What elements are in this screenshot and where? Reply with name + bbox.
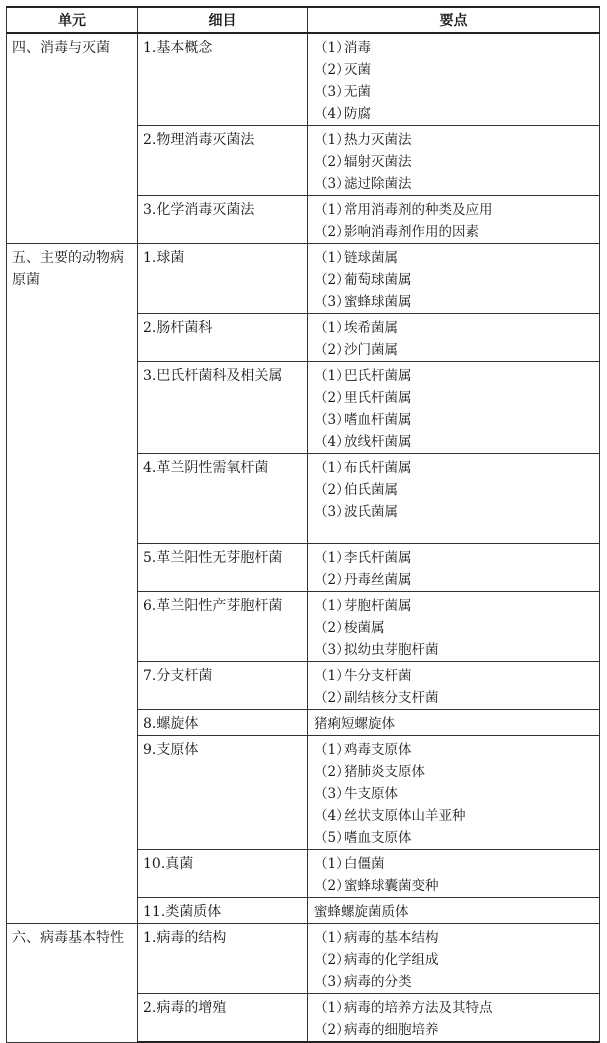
point-number: （2） <box>314 952 350 968</box>
point-text: 埃希菌属 <box>344 320 398 336</box>
point-number: （1） <box>314 460 350 476</box>
point-number: （3） <box>314 294 350 310</box>
point-number: （3） <box>314 84 350 100</box>
point-item <box>314 199 594 221</box>
point-text: 热力灭菌法 <box>344 132 412 148</box>
point-item <box>314 317 594 339</box>
header-subject: 细目 <box>138 7 308 33</box>
points-cell <box>308 924 600 994</box>
subject-cell: 9.支原体 <box>138 736 308 850</box>
point-number: （2） <box>314 482 350 498</box>
point-number: （1） <box>314 320 350 336</box>
point-number: （2） <box>314 272 350 288</box>
point-item <box>314 291 594 313</box>
point-text: 白僵菌 <box>344 856 385 872</box>
point-text: 蜜蜂球菌属 <box>344 294 412 310</box>
point-item <box>314 431 594 453</box>
point-number: （4） <box>314 808 350 824</box>
unit-cell: 四、消毒与灭菌 <box>7 33 138 244</box>
point-text: 病毒的培养方法及其特点 <box>344 1000 493 1016</box>
point-item <box>314 81 594 103</box>
points-cell <box>308 736 600 850</box>
syllabus-table-container <box>6 6 599 1043</box>
point-number: （2） <box>314 690 350 706</box>
point-text: 病毒的基本结构 <box>344 930 439 946</box>
point-text: 巴氏杆菌属 <box>344 368 412 384</box>
point-text: 芽胞杆菌属 <box>344 598 412 614</box>
point-text: 鸡毒支原体 <box>344 742 412 758</box>
subject-cell: 7.分支杆菌 <box>138 662 308 710</box>
point-text: 里氏杆菌属 <box>344 390 412 406</box>
point-text: 病毒的分类 <box>344 974 412 990</box>
point-text: 常用消毒剂的种类及应用 <box>344 202 493 218</box>
point-item <box>314 927 594 949</box>
point-number: （1） <box>314 930 350 946</box>
point-item <box>314 971 594 993</box>
point-item <box>314 151 594 173</box>
point-text: 病毒的化学组成 <box>344 952 439 968</box>
point-number: （1） <box>314 550 350 566</box>
subject-cell: 2.病毒的增殖 <box>138 994 308 1043</box>
point-item <box>314 387 594 409</box>
point-item <box>314 501 594 523</box>
subject-cell: 10.真菌 <box>138 850 308 898</box>
point-item <box>314 805 594 827</box>
point-item <box>314 639 594 661</box>
table-row <box>7 33 600 126</box>
subject-cell: 11.类菌质体 <box>138 898 308 924</box>
subject-cell: 6.革兰阳性产芽胞杆菌 <box>138 592 308 662</box>
point-text: 嗜血杆菌属 <box>344 412 412 428</box>
point-text: 蜜蜂球囊菌变种 <box>344 878 439 894</box>
point-text: 沙门菌属 <box>344 342 398 358</box>
point-text: 伯氏菌属 <box>344 482 398 498</box>
point-item <box>314 783 594 805</box>
points-cell <box>308 314 600 362</box>
point-text: 嗜血支原体 <box>344 830 412 846</box>
point-text: 牛分支杆菌 <box>344 668 412 684</box>
point-text: 防腐 <box>344 106 371 122</box>
point-text: 病毒的细胞培养 <box>344 1022 439 1038</box>
point-number: （3） <box>314 974 350 990</box>
point-number: （2） <box>314 764 350 780</box>
point-text: 滤过除菌法 <box>344 176 412 192</box>
point-number: （1） <box>314 250 350 266</box>
point-number: （2） <box>314 620 350 636</box>
point-text: 无菌 <box>344 84 371 100</box>
point-item <box>314 997 594 1019</box>
point-text: 波氏菌属 <box>344 504 398 520</box>
point-item <box>314 687 594 709</box>
point-number: （2） <box>314 572 350 588</box>
point-number: （1） <box>314 598 350 614</box>
point-text: 梭菌属 <box>344 620 385 636</box>
table-body <box>7 33 600 1042</box>
point-number: （3） <box>314 504 350 520</box>
point-number: （2） <box>314 224 350 240</box>
points-cell <box>308 710 600 736</box>
point-number: （1） <box>314 368 350 384</box>
subject-cell: 3.化学消毒灭菌法 <box>138 196 308 244</box>
point-number: （3） <box>314 176 350 192</box>
point-number: （2） <box>314 62 350 78</box>
header-row <box>7 7 600 33</box>
points-cell <box>308 126 600 196</box>
points-cell <box>308 662 600 710</box>
header-unit: 单元 <box>7 7 138 33</box>
point-number: （2） <box>314 878 350 894</box>
point-item <box>314 949 594 971</box>
point-text: 葡萄球菌属 <box>344 272 412 288</box>
table-row <box>7 924 600 994</box>
point-number: （1） <box>314 132 350 148</box>
point-item <box>314 409 594 431</box>
subject-cell: 1.病毒的结构 <box>138 924 308 994</box>
points-cell <box>308 994 600 1043</box>
point-item <box>314 665 594 687</box>
subject-cell: 5.革兰阳性无芽胞杆菌 <box>138 544 308 592</box>
point-text: 猪痢短螺旋体 <box>314 716 395 732</box>
point-text: 丝状支原体山羊亚种 <box>344 808 466 824</box>
point-text: 丹毒丝菌属 <box>344 572 412 588</box>
point-item <box>314 875 594 897</box>
point-number: （1） <box>314 202 350 218</box>
point-text: 放线杆菌属 <box>344 434 412 450</box>
points-cell <box>308 898 600 924</box>
point-item <box>314 547 594 569</box>
point-number: （2） <box>314 1022 350 1038</box>
point-text: 消毒 <box>344 40 371 56</box>
unit-cell: 六、病毒基本特性 <box>7 924 138 1043</box>
subject-cell: 1.基本概念 <box>138 33 308 126</box>
point-number: （3） <box>314 642 350 658</box>
point-item <box>314 103 594 125</box>
points-cell <box>308 33 600 126</box>
point-item <box>314 617 594 639</box>
point-item <box>314 339 594 361</box>
point-item <box>314 37 594 59</box>
point-text: 布氏杆菌属 <box>344 460 412 476</box>
point-number: （5） <box>314 830 350 846</box>
point-number: （1） <box>314 856 350 872</box>
point-number: （3） <box>314 412 350 428</box>
point-item <box>314 827 594 849</box>
points-cell <box>308 196 600 244</box>
point-text: 牛支原体 <box>344 786 398 802</box>
syllabus-table <box>6 6 600 1043</box>
point-number: （2） <box>314 342 350 358</box>
point-item <box>314 365 594 387</box>
point-item <box>314 713 594 735</box>
unit-cell: 五、主要的动物病原菌 <box>7 244 138 924</box>
point-text: 灭菌 <box>344 62 371 78</box>
points-cell <box>308 454 600 544</box>
point-text: 副结核分支杆菌 <box>344 690 439 706</box>
point-item <box>314 173 594 195</box>
points-cell <box>308 592 600 662</box>
point-item <box>314 901 594 923</box>
point-number: （3） <box>314 786 350 802</box>
subject-cell: 3.巴氏杆菌科及相关属 <box>138 362 308 454</box>
point-item <box>314 59 594 81</box>
point-item <box>314 595 594 617</box>
point-number: （2） <box>314 154 350 170</box>
point-item <box>314 761 594 783</box>
point-number: （4） <box>314 106 350 122</box>
subject-cell: 2.物理消毒灭菌法 <box>138 126 308 196</box>
point-item <box>314 853 594 875</box>
point-item <box>314 739 594 761</box>
header-points: 要点 <box>308 7 600 33</box>
table-row <box>7 244 600 314</box>
subject-cell: 2.肠杆菌科 <box>138 314 308 362</box>
subject-cell: 4.革兰阴性需氧杆菌 <box>138 454 308 544</box>
point-item <box>314 269 594 291</box>
point-text: 猪肺炎支原体 <box>344 764 425 780</box>
point-number: （4） <box>314 434 350 450</box>
point-text: 辐射灭菌法 <box>344 154 412 170</box>
point-text: 蜜蜂螺旋菌质体 <box>314 904 409 920</box>
points-cell <box>308 850 600 898</box>
point-number: （1） <box>314 742 350 758</box>
point-text: 链球菌属 <box>344 250 398 266</box>
point-text: 拟幼虫芽胞杆菌 <box>344 642 439 658</box>
points-cell <box>308 244 600 314</box>
point-item <box>314 569 594 591</box>
subject-cell: 1.球菌 <box>138 244 308 314</box>
point-item <box>314 1019 594 1041</box>
points-cell <box>308 362 600 454</box>
point-number: （1） <box>314 668 350 684</box>
point-item <box>314 129 594 151</box>
point-number: （1） <box>314 1000 350 1016</box>
point-item <box>314 479 594 501</box>
point-item <box>314 221 594 243</box>
points-cell <box>308 544 600 592</box>
subject-cell: 8.螺旋体 <box>138 710 308 736</box>
point-text: 影响消毒剂作用的因素 <box>344 224 479 240</box>
point-number: （1） <box>314 40 350 56</box>
point-number: （2） <box>314 390 350 406</box>
point-item <box>314 457 594 479</box>
point-item <box>314 247 594 269</box>
point-text: 李氏杆菌属 <box>344 550 412 566</box>
